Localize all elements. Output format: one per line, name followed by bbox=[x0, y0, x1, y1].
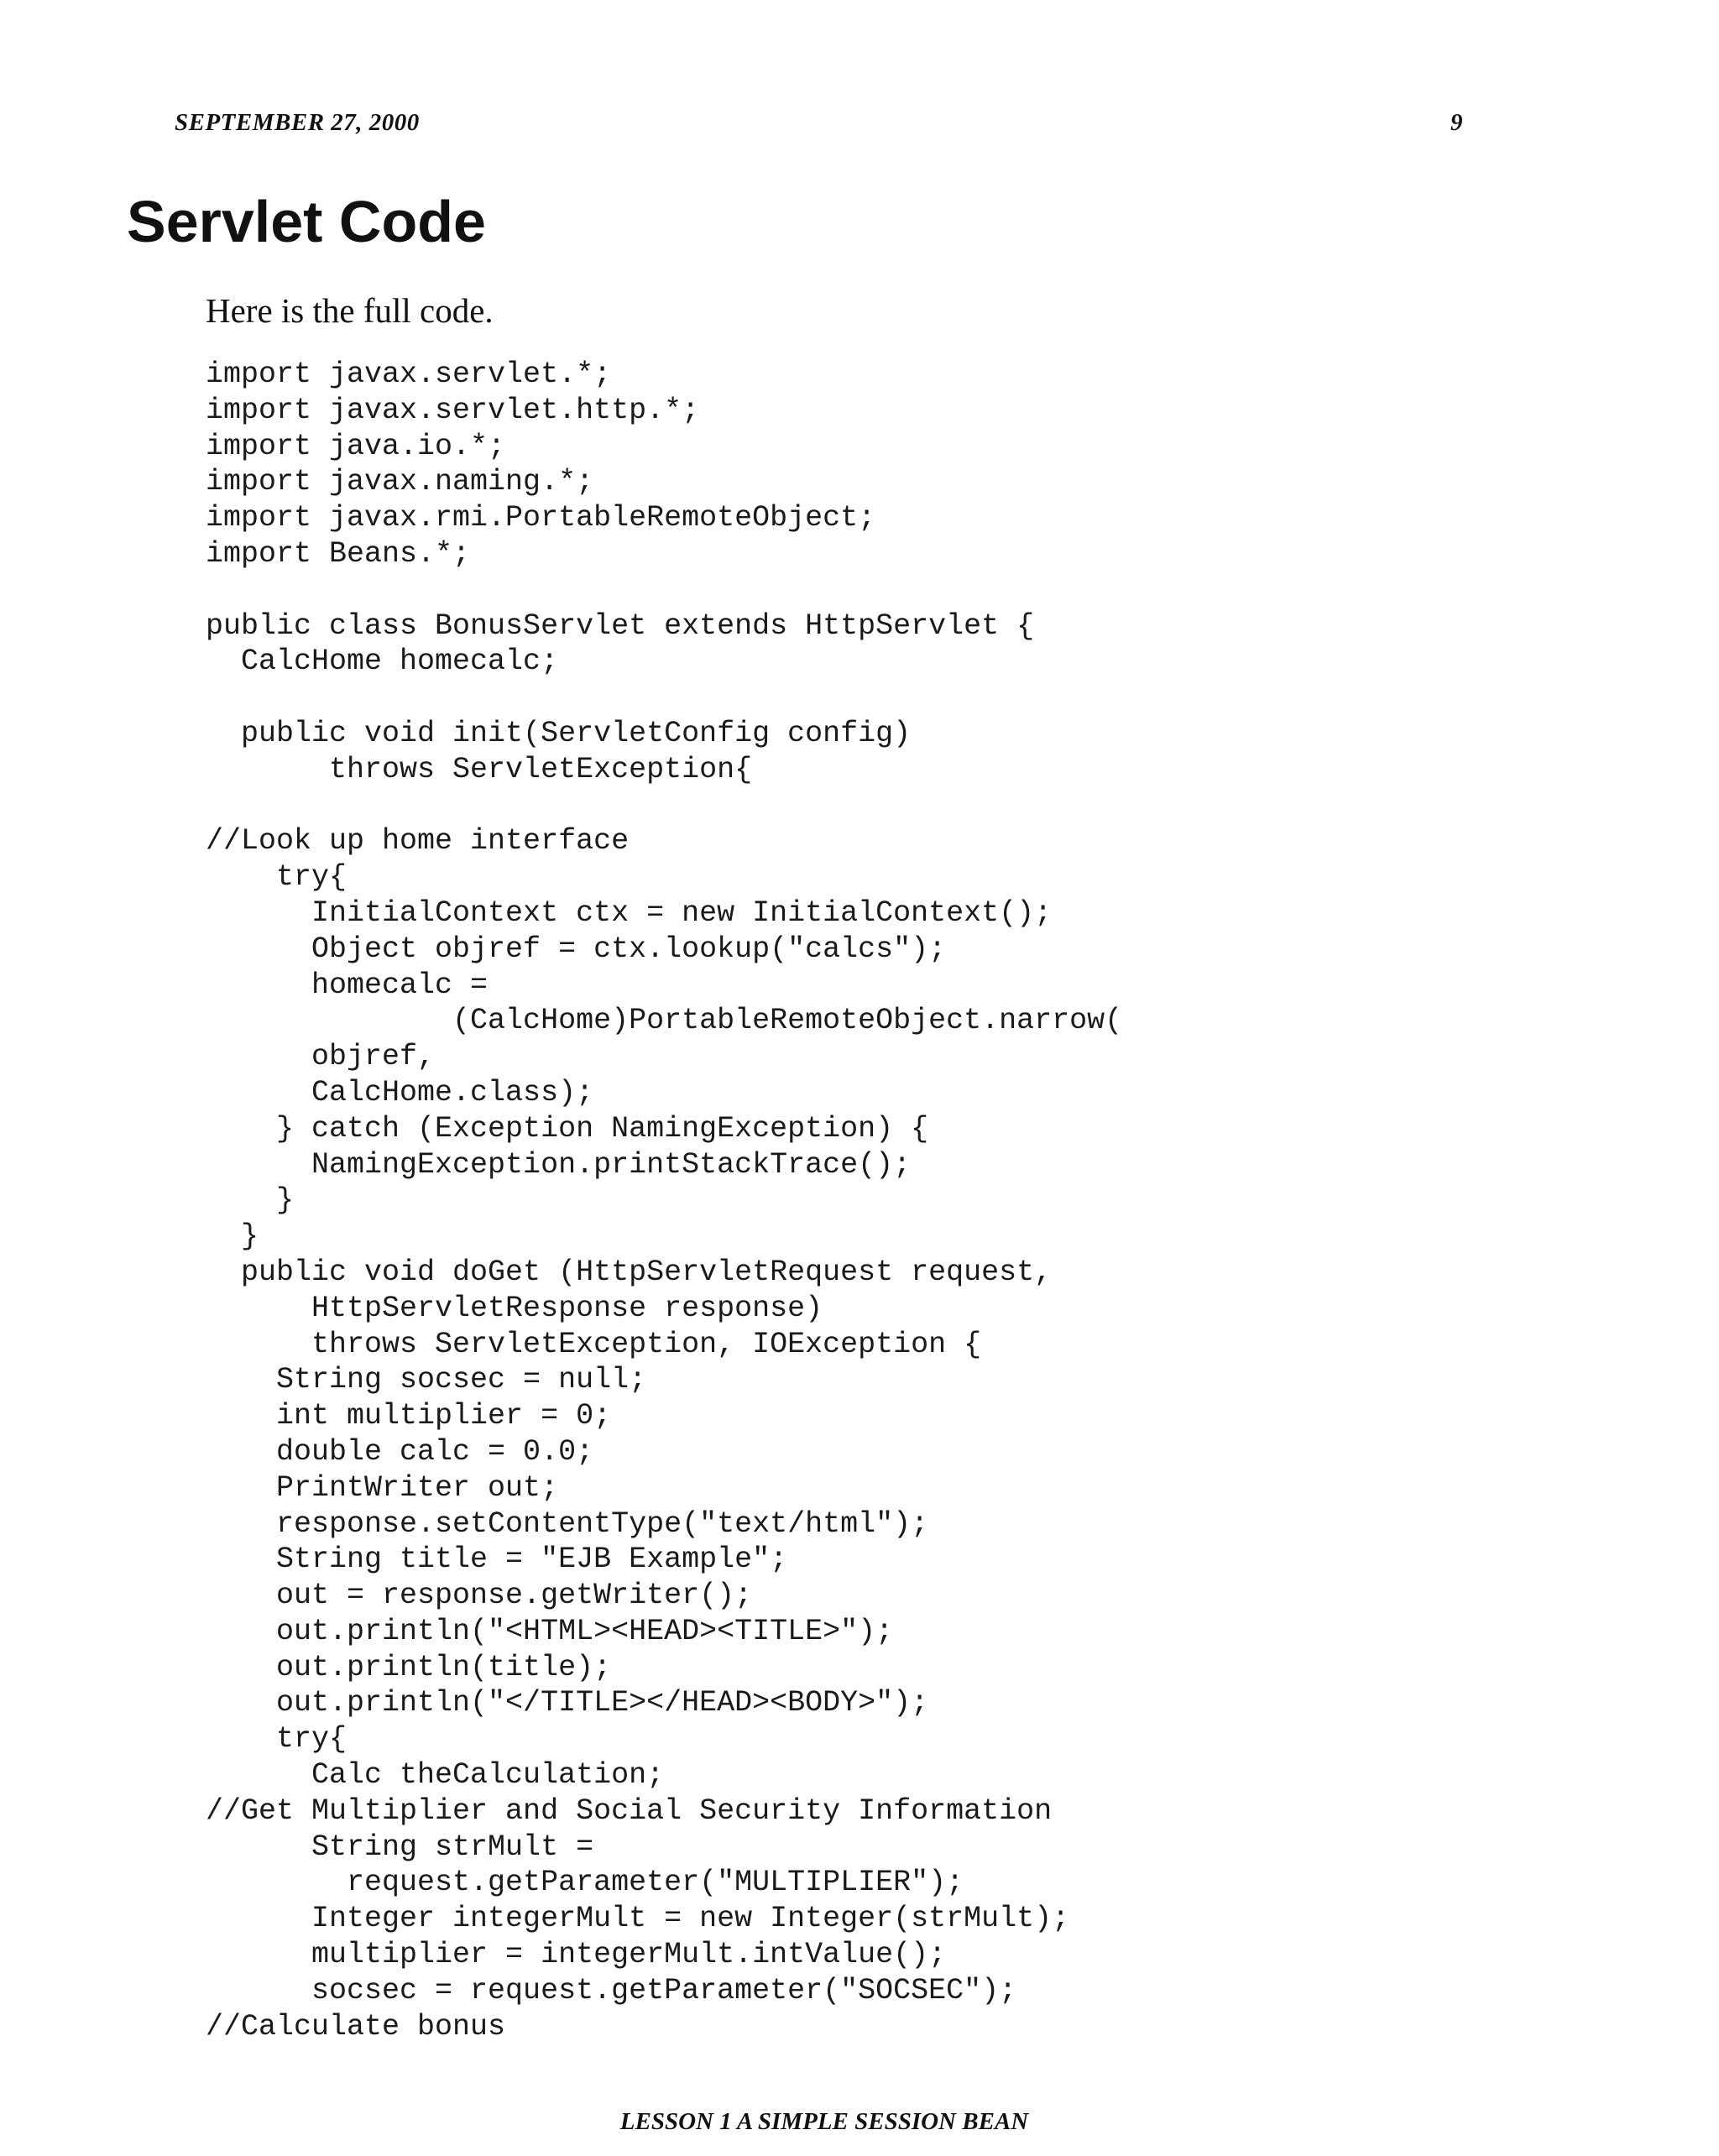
code-line: try{ bbox=[206, 860, 347, 895]
intro-paragraph: Here is the full code. bbox=[206, 291, 494, 330]
code-line: Object objref = ctx.lookup("calcs"); bbox=[206, 932, 947, 966]
code-line bbox=[206, 788, 1549, 824]
code-line: out = response.getWriter(); bbox=[206, 1579, 753, 1613]
code-line bbox=[206, 572, 1549, 608]
code-line bbox=[206, 680, 1549, 716]
code-line: (CalcHome)PortableRemoteObject.narrow( bbox=[206, 1004, 1123, 1038]
code-line: String socsec = null; bbox=[206, 1363, 647, 1397]
code-line: } catch (Exception NamingException) { bbox=[206, 1111, 929, 1146]
page-number: 9 bbox=[1450, 109, 1463, 136]
code-line: String strMult = bbox=[206, 1830, 594, 1864]
code-line: public class BonusServlet extends HttpServlet { bbox=[206, 608, 1035, 643]
code-line: multiplier = integerMult.intValue(); bbox=[206, 1938, 947, 1972]
code-line: NamingException.printStackTrace(); bbox=[206, 1147, 912, 1182]
code-line: socsec = request.getParameter("SOCSEC"); bbox=[206, 1973, 1017, 2007]
code-listing bbox=[206, 357, 1549, 2044]
code-line: objref, bbox=[206, 1040, 436, 1074]
code-line: import java.io.*; bbox=[206, 429, 506, 463]
code-line: //Get Multiplier and Social Security Information bbox=[206, 1793, 1053, 1828]
code-line: import javax.servlet.http.*; bbox=[206, 393, 700, 427]
code-line: import Beans.*; bbox=[206, 536, 471, 571]
code-line: public void init(ServletConfig config) bbox=[206, 716, 912, 750]
code-line: //Calculate bonus bbox=[206, 2009, 506, 2044]
code-line: out.println("</TITLE></HEAD><BODY>"); bbox=[206, 1686, 929, 1720]
code-line: int multiplier = 0; bbox=[206, 1399, 612, 1433]
code-line: out.println(title); bbox=[206, 1650, 612, 1684]
code-line: HttpServletResponse response) bbox=[206, 1291, 823, 1325]
code-line: import javax.servlet.*; bbox=[206, 358, 612, 391]
code-line: } bbox=[206, 1219, 259, 1254]
code-line: import javax.naming.*; bbox=[206, 465, 594, 499]
code-line: PrintWriter out; bbox=[206, 1470, 559, 1505]
code-line: homecalc = bbox=[206, 968, 489, 1002]
code-line: double calc = 0.0; bbox=[206, 1434, 594, 1469]
code-line: response.setContentType("text/html"); bbox=[206, 1506, 929, 1541]
code-line: //Look up home interface bbox=[206, 824, 630, 859]
code-line: public void doGet (HttpServletRequest request, bbox=[206, 1255, 1053, 1289]
code-line: request.getParameter("MULTIPLIER"); bbox=[206, 1866, 964, 1900]
running-header-date: SEPTEMBER 27, 2000 bbox=[175, 109, 420, 136]
running-footer: LESSON 1 A SIMPLE SESSION BEAN bbox=[619, 2108, 1029, 2135]
code-line: InitialContext ctx = new InitialContext(); bbox=[206, 895, 1053, 930]
code-line: throws ServletException{ bbox=[206, 752, 753, 786]
code-line: CalcHome homecalc; bbox=[206, 645, 559, 679]
code-line: Integer integerMult = new Integer(strMult); bbox=[206, 1902, 1070, 1936]
code-line: out.println("<HTML><HEAD><TITLE>"); bbox=[206, 1614, 894, 1648]
code-line: } bbox=[206, 1183, 295, 1218]
code-line: String title = "EJB Example"; bbox=[206, 1543, 788, 1577]
code-line: try{ bbox=[206, 1722, 347, 1757]
section-title: Servlet Code bbox=[127, 189, 486, 254]
code-line: import javax.rmi.PortableRemoteObject; bbox=[206, 501, 876, 535]
code-line: throws ServletException, IOException { bbox=[206, 1327, 982, 1361]
code-line: CalcHome.class); bbox=[206, 1075, 594, 1109]
code-line: Calc theCalculation; bbox=[206, 1758, 665, 1793]
